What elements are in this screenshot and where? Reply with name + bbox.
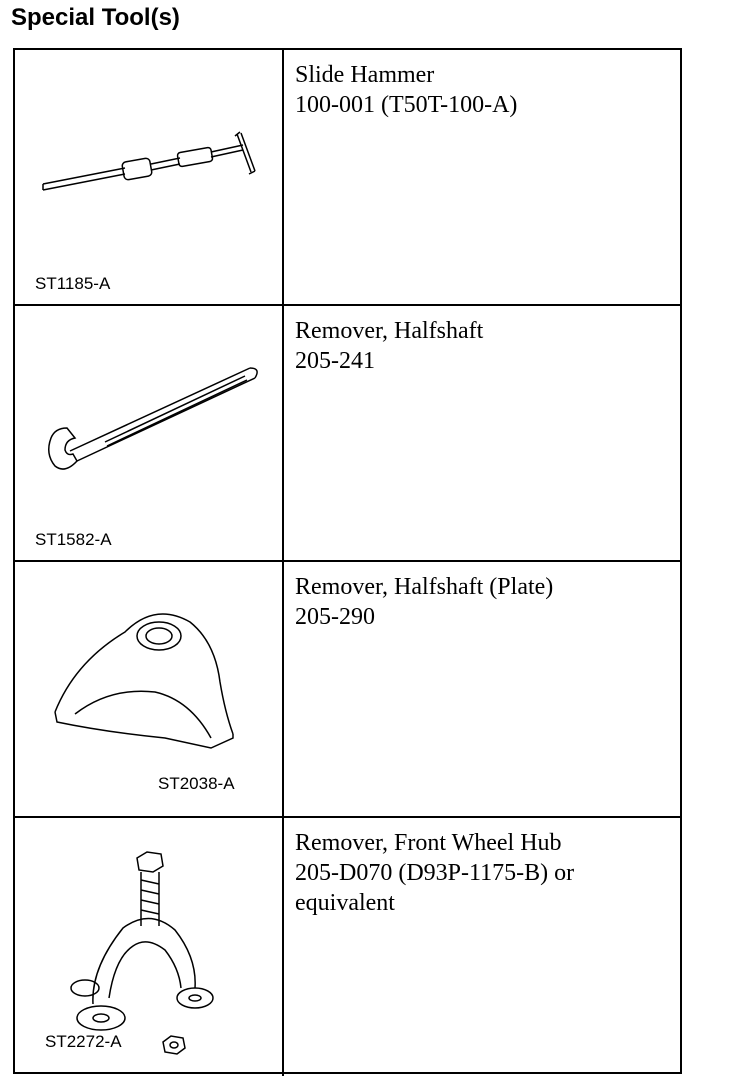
tool-description	[295, 828, 675, 918]
table-row	[15, 50, 680, 306]
tool-illustration-cell	[15, 818, 284, 1076]
table-row	[15, 818, 680, 1076]
tool-code: ST1582-A	[35, 530, 112, 549]
tool-illustration-cell	[15, 306, 284, 560]
halfshaft-remover-illustration	[15, 306, 282, 560]
tool-name: Slide Hammer	[295, 62, 435, 88]
tool-code: ST2272-A	[45, 1032, 122, 1051]
special-tools-table	[13, 48, 682, 1074]
tool-name: Remover, Halfshaft (Plate)	[295, 574, 554, 600]
tool-code: ST2038-A	[158, 774, 235, 793]
page-title: Special Tool(s)	[11, 4, 180, 31]
table-row	[15, 306, 680, 562]
tool-description	[295, 316, 675, 376]
tool-number: 205-D070 (D93P-1175-B) or	[295, 860, 575, 886]
tool-name: Remover, Halfshaft	[295, 318, 484, 344]
tool-illustration-cell	[15, 562, 284, 816]
tool-code: ST1185-A	[35, 274, 111, 293]
tool-number: 205-241	[295, 348, 375, 374]
slide-hammer-illustration	[15, 50, 282, 304]
tool-name: Remover, Front Wheel Hub	[295, 830, 562, 856]
table-row	[15, 562, 680, 818]
tool-number: 100-001 (T50T-100-A)	[295, 92, 518, 118]
halfshaft-plate-illustration	[15, 562, 282, 816]
tool-illustration-cell	[15, 50, 284, 304]
tool-number: 205-290	[295, 604, 375, 630]
tool-number-continued: equivalent	[295, 890, 395, 916]
tool-description	[295, 572, 675, 632]
tool-description	[295, 60, 675, 120]
